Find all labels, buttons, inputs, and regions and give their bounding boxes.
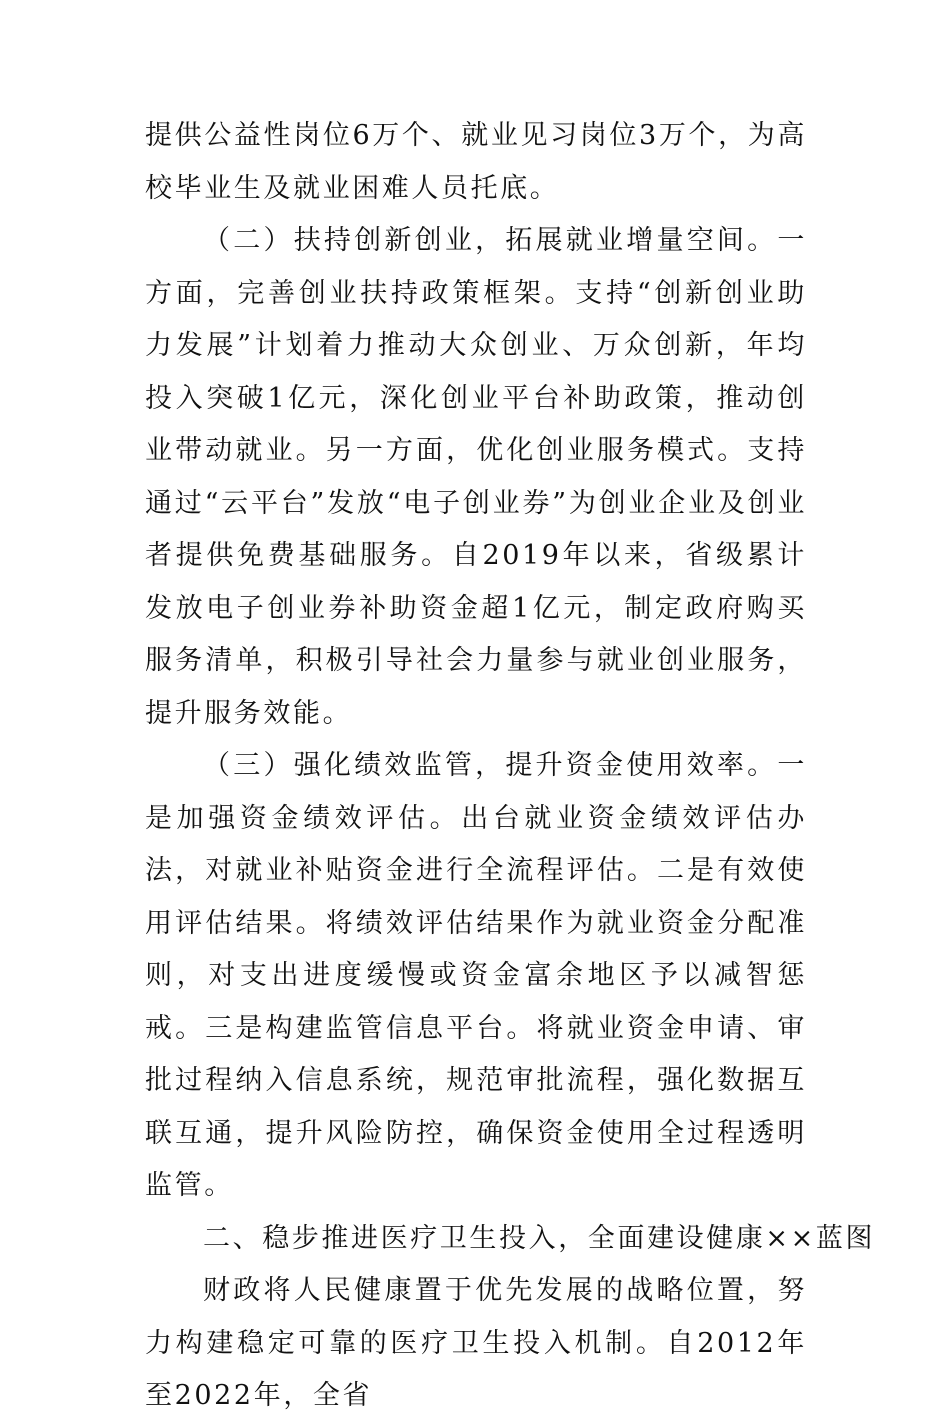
- paragraph-final: 财政将人民健康置于优先发展的战略位置，努力构建稳定可靠的医疗卫生投入机制。自2012年至2022年，全省: [145, 1275, 807, 1411]
- body-text: [145, 110, 876, 1423]
- paragraph-p3: （三）强化绩效监管，提升资金使用效率。一是加强资金绩效评估。出台就业资金绩效评估办法，对就业补贴资金进行全流程评估。二是有效使用评估结果。将绩效评估结果作为就业资金分配准则，对支出进度缓慢或资金富余地区予以减智惩戒。三是构建监管信息平台。将就业资金申请、审批过程纳入信息系统，规范审批流程，强化数据互联互通，提升风险防控，确保资金使用全过程透明监管。: [145, 750, 807, 1201]
- paragraph-p2: （二）扶持创新创业，拓展就业增量空间。一方面，完善创业扶持政策框架。支持“创新创业助力发展”计划着力推动大众创业、万众创新，年均投入突破1亿元，深化创业平台补助政策，推动创业带动就业。另一方面，优化创业服务模式。支持通过“云平台”发放“电子创业券”为创业企业及创业者提供免费基础服务。自2019年以来，省级累计发放电子创业券补助资金超1亿元，制定政府购买服务清单，积极引导社会力量参与就业创业服务，提升服务效能。: [145, 225, 807, 729]
- paragraph-p1: 提供公益性岗位6万个、就业见习岗位3万个，为高校毕业生及就业困难人员托底。: [145, 120, 807, 204]
- section-heading: 二、稳步推进医疗卫生投入，全面建设健康××蓝图: [203, 1222, 876, 1254]
